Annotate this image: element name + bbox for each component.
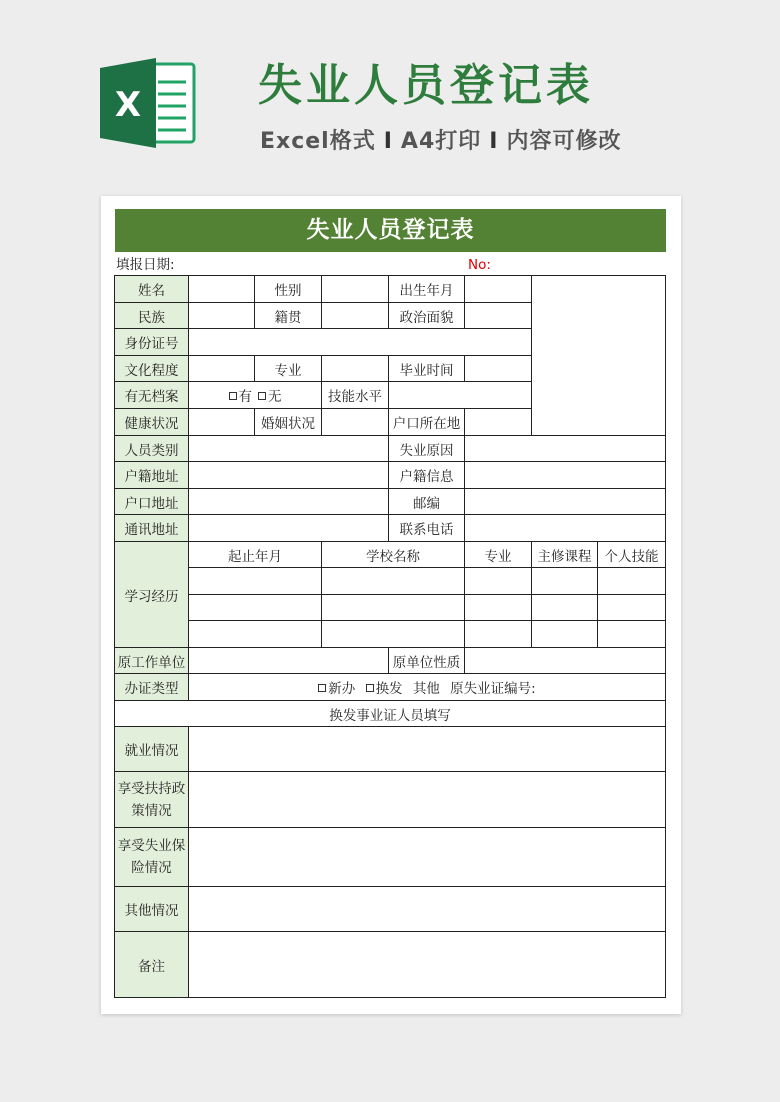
- archive-option-yes[interactable]: 有: [229, 389, 253, 405]
- page-subtitle: [260, 124, 621, 155]
- input-mailing-address[interactable]: [189, 515, 389, 542]
- study-col-school: 学校名称: [322, 542, 465, 568]
- input-other[interactable]: [189, 887, 666, 932]
- checkbox-icon[interactable]: [366, 684, 374, 692]
- input-gender[interactable]: [322, 276, 389, 303]
- input-id-number[interactable]: [189, 329, 532, 356]
- label-other: 其他情况: [115, 887, 189, 932]
- input-birth[interactable]: [465, 276, 532, 303]
- excel-logo-icon: [100, 58, 196, 148]
- label-has-archive: 有无档案: [115, 382, 189, 409]
- checkbox-icon[interactable]: [229, 392, 237, 400]
- label-support-policy: 享受扶持政策情况: [115, 772, 189, 828]
- label-major: 专业: [255, 356, 322, 382]
- label-gender: 性别: [255, 276, 322, 303]
- input-native-place[interactable]: [322, 303, 389, 329]
- label-category: 人员类别: [115, 436, 189, 462]
- form-banner-title: 失业人员登记表: [115, 209, 666, 252]
- label-political: 政治面貌: [389, 303, 465, 329]
- study-cell[interactable]: [322, 595, 465, 621]
- study-cell[interactable]: [189, 595, 322, 621]
- label-native-place: 籍贯: [255, 303, 322, 329]
- input-major[interactable]: [322, 356, 389, 382]
- input-name[interactable]: [189, 276, 255, 303]
- fill-date-label: 填报日期:: [116, 257, 175, 273]
- checkbox-icon[interactable]: [258, 392, 266, 400]
- study-cell[interactable]: [532, 568, 598, 595]
- study-col-period: 起止年月: [189, 542, 322, 568]
- study-cell[interactable]: [465, 595, 532, 621]
- study-cell[interactable]: [598, 568, 666, 595]
- label-birth: 出生年月: [389, 276, 465, 303]
- study-col-courses: 主修课程: [532, 542, 598, 568]
- study-cell[interactable]: [465, 568, 532, 595]
- former-cert-no-label: 原失业证编号:: [450, 681, 536, 697]
- label-marriage: 婚姻状况: [255, 409, 322, 436]
- input-ethnicity[interactable]: [189, 303, 255, 329]
- label-insurance: 享受失业保险情况: [115, 828, 189, 887]
- input-former-employer[interactable]: [189, 648, 389, 674]
- input-unemployment-reason[interactable]: [465, 436, 666, 462]
- certificate-option-new[interactable]: 新办: [318, 681, 355, 697]
- photo-area[interactable]: [532, 276, 666, 436]
- input-education[interactable]: [189, 356, 255, 382]
- input-hukou-location[interactable]: [465, 409, 532, 436]
- subtitle-separator: I: [383, 129, 393, 154]
- input-employment[interactable]: [189, 727, 666, 772]
- page-title: 失业人员登记表: [258, 60, 594, 111]
- study-cell[interactable]: [598, 621, 666, 648]
- input-phone[interactable]: [465, 515, 666, 542]
- input-support-policy[interactable]: [189, 772, 666, 828]
- label-hukou-location: 户口所在地: [389, 409, 465, 436]
- archive-option-no[interactable]: 无: [258, 389, 282, 405]
- input-category[interactable]: [189, 436, 389, 462]
- label-education: 文化程度: [115, 356, 189, 382]
- serial-no-label: No:: [468, 257, 491, 273]
- svg-text:X: X: [114, 85, 142, 125]
- input-hukou-address[interactable]: [189, 489, 389, 515]
- study-cell[interactable]: [465, 621, 532, 648]
- subtitle-editable: 内容可修改: [506, 129, 622, 154]
- label-ethnicity: 民族: [115, 303, 189, 329]
- archive-options: [189, 382, 322, 409]
- study-cell[interactable]: [532, 595, 598, 621]
- label-unemployment-reason: 失业原因: [389, 436, 465, 462]
- input-postcode[interactable]: [465, 489, 666, 515]
- label-skill-level: 技能水平: [322, 382, 389, 409]
- input-marriage[interactable]: [322, 409, 389, 436]
- input-health[interactable]: [189, 409, 255, 436]
- subtitle-separator: I: [489, 129, 499, 154]
- study-cell[interactable]: [322, 568, 465, 595]
- label-remarks: 备注: [115, 932, 189, 998]
- label-employment: 就业情况: [115, 727, 189, 772]
- study-cell[interactable]: [322, 621, 465, 648]
- label-phone: 联系电话: [389, 515, 465, 542]
- input-remarks[interactable]: [189, 932, 666, 998]
- input-skill-level[interactable]: [389, 382, 532, 409]
- certificate-option-reissue[interactable]: 换发: [366, 681, 403, 697]
- study-col-major: 专业: [465, 542, 532, 568]
- study-cell[interactable]: [532, 621, 598, 648]
- subtitle-format: Excel格式: [260, 129, 376, 154]
- label-household-address: 户籍地址: [115, 462, 189, 489]
- label-health: 健康状况: [115, 409, 189, 436]
- certificate-options: [189, 674, 666, 701]
- label-postcode: 邮编: [389, 489, 465, 515]
- study-cell[interactable]: [189, 621, 322, 648]
- label-former-employer: 原工作单位: [115, 648, 189, 674]
- label-former-unit-nature: 原单位性质: [389, 648, 465, 674]
- label-study-history: 学习经历: [115, 542, 189, 648]
- label-certificate-type: 办证类型: [115, 674, 189, 701]
- label-hukou-address: 户口地址: [115, 489, 189, 515]
- checkbox-icon[interactable]: [318, 684, 326, 692]
- input-household-info[interactable]: [465, 462, 666, 489]
- label-mailing-address: 通讯地址: [115, 515, 189, 542]
- input-household-address[interactable]: [189, 462, 389, 489]
- input-insurance[interactable]: [189, 828, 666, 887]
- input-graduation[interactable]: [465, 356, 532, 382]
- label-household-info: 户籍信息: [389, 462, 465, 489]
- subtitle-print: A4打印: [400, 129, 482, 154]
- study-col-skills: 个人技能: [598, 542, 666, 568]
- form-paper: [101, 196, 681, 1014]
- certificate-option-other[interactable]: 其他: [412, 681, 440, 697]
- registration-form-table: [114, 275, 666, 998]
- label-id-number: 身份证号: [115, 329, 189, 356]
- input-former-unit-nature[interactable]: [465, 648, 666, 674]
- label-graduation: 毕业时间: [389, 356, 465, 382]
- study-cell[interactable]: [598, 595, 666, 621]
- input-political[interactable]: [465, 303, 532, 329]
- reissue-section-header: 换发事业证人员填写: [115, 701, 666, 727]
- study-cell[interactable]: [189, 568, 322, 595]
- label-name: 姓名: [115, 276, 189, 303]
